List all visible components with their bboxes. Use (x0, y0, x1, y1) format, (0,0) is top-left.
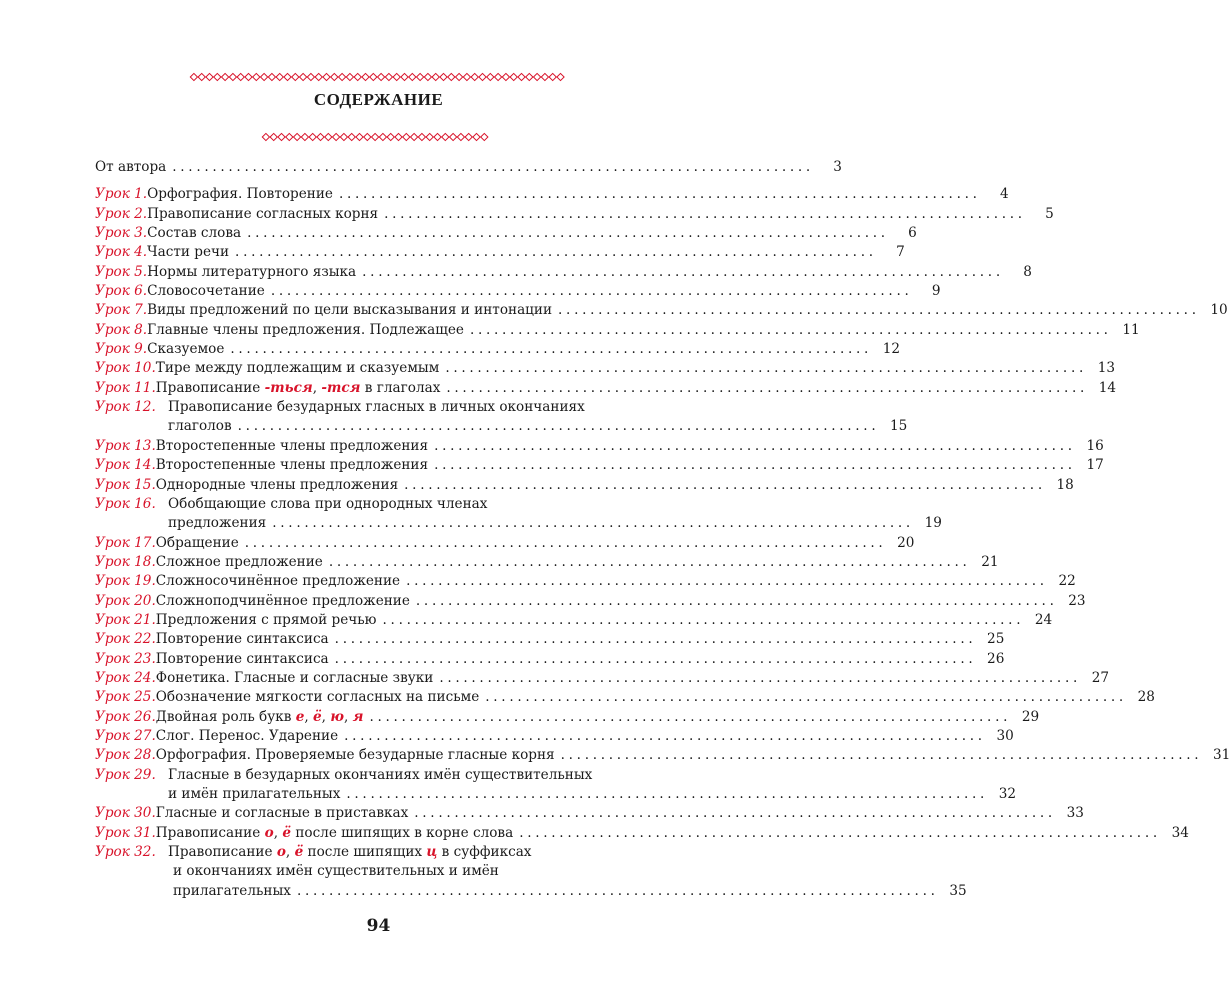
title-text: Двойная роль букв (155, 708, 296, 725)
toc-entry-title (147, 301, 552, 320)
lesson-label: Урок 28. (95, 747, 156, 764)
leader-dots: ................................................................................ (446, 379, 1089, 396)
toc-entry-title (156, 592, 410, 611)
toc-entry[interactable] (95, 495, 942, 534)
toc-page-number: 4 (999, 186, 1009, 203)
toc-line (95, 592, 1086, 611)
toc-entry-title (156, 534, 239, 553)
toc-page-number: 21 (981, 553, 999, 570)
toc-entry[interactable] (95, 456, 1104, 475)
toc-entry[interactable] (95, 611, 1053, 630)
title-text: Правописание (155, 824, 265, 841)
title-text: Сложносочинённое предложение (155, 573, 401, 590)
toc-entry-title (95, 514, 266, 533)
toc-line (95, 572, 1076, 591)
toc-page-number: 3 (833, 159, 842, 175)
leader-dots: ................................................................................ (445, 360, 1087, 377)
title-text: Части речи (147, 244, 230, 261)
toc-entry-title (156, 727, 338, 746)
toc-entry-title (156, 804, 408, 823)
toc-entry[interactable] (95, 804, 1084, 823)
title-text: Гласные в безударных окончаниях имён существительных (168, 766, 593, 783)
toc-entry[interactable] (95, 572, 1076, 591)
title-text: Главные члены предложения. Подлежащее (147, 321, 464, 338)
title-text: в глаголах (360, 379, 441, 396)
toc-entry-title: От автора (95, 159, 167, 175)
toc-entry-author[interactable] (95, 158, 842, 177)
toc-entry[interactable] (95, 437, 1104, 456)
leader-dots: ................................................................................ (434, 457, 1076, 474)
title-text: Фонетика. Гласные и согласные звуки (155, 669, 434, 686)
toc-page-number: 10 (1210, 302, 1228, 319)
highlighted-morpheme: ё (313, 708, 322, 725)
toc-page-number: 31 (1213, 747, 1230, 764)
title-text: Повторение синтаксиса (155, 631, 329, 648)
toc-entry[interactable] (95, 185, 1009, 204)
toc-line (95, 611, 1053, 630)
toc-entry-title (156, 553, 323, 572)
toc-entry[interactable] (95, 379, 1117, 398)
lesson-label: Урок 7. (95, 302, 148, 319)
toc-line (95, 708, 1040, 727)
toc-page-number: 35 (949, 882, 967, 899)
toc-line (95, 630, 1005, 649)
toc-entry-title (168, 843, 531, 862)
toc-entry[interactable] (95, 727, 1014, 746)
toc-entry-title (156, 456, 428, 475)
toc-page-number: 24 (1034, 611, 1053, 628)
toc-entry-title (147, 205, 378, 224)
toc-entry-title (168, 398, 585, 417)
toc-line (95, 688, 1155, 707)
leader-dots: ................................................................................ (519, 824, 1161, 841)
title-text: Предложения с прямой речью (155, 611, 377, 628)
toc-page-number: 13 (1097, 360, 1115, 377)
toc-page-number: 15 (890, 418, 908, 435)
toc-line (95, 263, 1032, 282)
title-text: Сказуемое (147, 341, 225, 358)
title-text: и окончаниях имён существительных и имён (173, 863, 499, 880)
leader-dots: ................................................................................ (334, 650, 977, 667)
leader-dots: ................................................................................ (558, 302, 1200, 319)
highlighted-morpheme: ё (282, 824, 291, 841)
toc-line (95, 398, 695, 417)
toc-page-number: 34 (1171, 824, 1189, 841)
highlighted-morpheme: ё (294, 844, 304, 861)
toc-line (95, 785, 1017, 804)
highlighted-morpheme: ц (426, 844, 438, 861)
toc-entry[interactable] (95, 630, 1005, 649)
title-text: Правописание (168, 844, 277, 861)
highlighted-morpheme: -ться (264, 379, 313, 396)
lesson-label: Урок 1. (95, 186, 148, 203)
title-text: Виды предложений по цели высказывания и интонации (147, 302, 553, 319)
toc-entry[interactable] (95, 476, 1074, 495)
toc-entry-title (156, 708, 364, 727)
toc-entry-title (95, 417, 232, 436)
toc-page-number: 22 (1058, 573, 1076, 590)
toc-entry[interactable] (95, 321, 1140, 340)
lesson-label: Урок 19. (95, 573, 156, 590)
highlighted-morpheme: я (352, 708, 364, 725)
toc-line (95, 379, 1117, 398)
toc-entry-title (156, 611, 377, 630)
toc-entry-title (95, 882, 291, 901)
title-text: Орфография. Проверяемые безударные гласные корня (155, 747, 555, 764)
title-text: после шипящих (303, 844, 427, 861)
lesson-label: Урок 29. (95, 766, 156, 783)
toc-page-number: 33 (1066, 805, 1084, 822)
lesson-label: Урок 22. (95, 631, 156, 648)
lesson-label: Урок 11. (95, 379, 156, 396)
highlighted-morpheme: о (264, 824, 274, 841)
highlighted-morpheme: -тся (321, 379, 361, 396)
toc-entry-title (156, 572, 400, 591)
toc-entry-title (147, 321, 464, 340)
leader-dots: ................................................................................ (230, 341, 873, 358)
lesson-label: Урок 6. (95, 283, 148, 300)
table-of-contents (95, 158, 1230, 901)
title-text: , (343, 708, 353, 725)
toc-line (95, 727, 1014, 746)
leader-dots: ................................................................................ (404, 476, 1046, 493)
leader-dots: ................................................................................ (485, 689, 1127, 706)
toc-line (95, 669, 1109, 688)
toc-entry[interactable] (95, 359, 1115, 378)
toc-page-number: 28 (1137, 689, 1155, 706)
toc-line (95, 205, 1054, 224)
lesson-label: Урок 15. (95, 476, 156, 493)
lesson-label: Урок 24. (95, 669, 156, 686)
toc-entry[interactable] (95, 843, 967, 901)
toc-line (95, 862, 695, 881)
toc-entry[interactable] (95, 766, 1017, 805)
toc-entry-title (156, 476, 398, 495)
toc-entry-title (156, 688, 479, 707)
toc-line (95, 476, 1074, 495)
leader-dots: ................................................................................ (362, 263, 1004, 280)
lesson-label: Урок 13. (95, 437, 156, 454)
toc-entry[interactable] (95, 650, 1005, 669)
toc-entry-title (156, 437, 428, 456)
leader-dots: ................................................................................ (346, 786, 989, 802)
title-text: Гласные и согласные в приставках (155, 805, 409, 822)
leader-dots: ................................................................................ (172, 159, 814, 175)
toc-page-number: 8 (1023, 263, 1032, 280)
leader-dots: ................................................................................ (235, 244, 877, 261)
top-ornament (190, 72, 567, 82)
title-text: Второстепенные члены предложения (155, 437, 429, 454)
toc-entry[interactable] (95, 669, 1109, 688)
toc-line (95, 804, 1084, 823)
title-text: Обобщающие слова при однородных членах (168, 495, 488, 512)
toc-line (95, 746, 1230, 765)
leader-dots: ................................................................................ (344, 727, 986, 744)
title-text: , (312, 379, 322, 396)
title-text: Слог. Перенос. Ударение (155, 727, 339, 744)
title-text: Второстепенные члены предложения (155, 457, 429, 474)
toc-page-number: 23 (1068, 592, 1086, 609)
lesson-label: Урок 3. (95, 225, 148, 242)
leader-dots: ................................................................................ (369, 708, 1012, 725)
toc-entry-title (147, 282, 265, 301)
lesson-label: Урок 31. (95, 824, 156, 841)
title-text: , (321, 708, 331, 725)
toc-entry[interactable] (95, 708, 1040, 727)
lesson-label: Урок 8. (95, 321, 148, 338)
page-title: СОДЕРЖАНИЕ (313, 90, 444, 109)
toc-page-number: 30 (996, 727, 1014, 744)
toc-line (95, 185, 1009, 204)
toc-entry[interactable] (95, 282, 941, 301)
toc-line (95, 882, 967, 901)
leader-dots: ................................................................................ (469, 321, 1112, 338)
highlighted-morpheme: ю (330, 708, 344, 725)
toc-line (95, 224, 917, 243)
leader-dots: ................................................................................ (272, 515, 914, 532)
toc-line (95, 650, 1005, 669)
toc-entry[interactable] (95, 224, 917, 243)
lesson-label: Урок 5. (95, 263, 148, 280)
toc-entry-title (156, 379, 441, 398)
leader-dots: ................................................................................ (406, 573, 1048, 590)
leader-dots: ................................................................................ (334, 631, 977, 648)
leader-dots: ................................................................................ (415, 592, 1058, 609)
toc-line (95, 359, 1115, 378)
toc-line (95, 456, 1104, 475)
title-text: Правописание (155, 379, 265, 396)
toc-page-number: 14 (1098, 379, 1117, 396)
toc-entry-title (156, 669, 434, 688)
lesson-label: Урок 17. (95, 534, 156, 551)
toc-page-number: 16 (1086, 437, 1104, 454)
leader-dots: ................................................................................ (296, 882, 939, 899)
toc-entry[interactable] (95, 398, 908, 437)
title-text: глаголов (168, 418, 232, 435)
toc-entry[interactable] (95, 243, 905, 262)
leader-dots: ................................................................................ (560, 747, 1203, 764)
toc-page-number: 7 (896, 244, 905, 261)
toc-page-number: 25 (987, 631, 1005, 648)
title-text: Сложноподчинённое предложение (155, 592, 410, 609)
toc-page-number: 26 (987, 650, 1005, 667)
toc-entry[interactable] (95, 553, 999, 572)
lesson-label: Урок 23. (95, 650, 156, 667)
toc-entry-title (147, 263, 356, 282)
toc-line (95, 553, 999, 572)
leader-dots: ................................................................................ (247, 225, 889, 242)
toc-line (95, 340, 901, 359)
leader-dots: ................................................................................ (338, 186, 981, 203)
title-text: Нормы литературного языка (147, 263, 357, 280)
lesson-label: Урок 16. (95, 495, 156, 512)
toc-entry[interactable] (95, 263, 1032, 282)
leader-dots: ................................................................................ (237, 418, 880, 435)
highlighted-morpheme: о (276, 844, 286, 861)
toc-entry-title (156, 824, 513, 843)
leader-dots: ................................................................................ (244, 534, 887, 551)
title-text: Однородные члены предложения (155, 476, 399, 493)
title-text: после шипящих в корне слова (291, 824, 514, 841)
toc-entry-title (147, 224, 241, 243)
lesson-label: Урок 26. (95, 708, 156, 725)
toc-line (95, 824, 1189, 843)
toc-line (95, 243, 905, 262)
title-text: Орфография. Повторение (147, 186, 333, 203)
toc-entry-title (95, 785, 340, 804)
toc-page-number: 5 (1045, 205, 1054, 222)
leader-dots: ................................................................................ (384, 205, 1026, 222)
toc-page-number: 9 (931, 283, 941, 300)
toc-page-number: 17 (1086, 457, 1104, 474)
toc-page-number: 6 (908, 225, 917, 242)
leader-dots: ................................................................................ (270, 283, 913, 300)
leader-dots: ................................................................................ (414, 805, 1056, 822)
lesson-label: Урок 2. (95, 205, 148, 222)
toc-line (95, 417, 908, 436)
lesson-label: Урок 27. (95, 727, 156, 744)
toc-line (95, 321, 1140, 340)
toc-page-number: 11 (1122, 321, 1140, 338)
toc-entry[interactable] (95, 746, 1230, 765)
leader-dots: ................................................................................ (382, 611, 1025, 628)
lesson-label: Урок 14. (95, 457, 156, 474)
title-text: Правописание безударных гласных в личных окончаниях (168, 399, 585, 416)
toc-page-number: 20 (897, 534, 915, 551)
title-text: , (304, 708, 314, 725)
toc-entry-title (156, 630, 329, 649)
title-text: Тире между подлежащим и сказуемым (155, 360, 440, 377)
lesson-label: Урок 30. (95, 805, 156, 822)
toc-entry[interactable] (95, 592, 1086, 611)
toc-line (95, 437, 1104, 456)
toc-line (95, 843, 695, 862)
toc-page-number: 18 (1056, 476, 1074, 493)
lesson-label: Урок 10. (95, 360, 156, 377)
toc-line (95, 534, 915, 553)
toc-entry-title (156, 746, 555, 765)
lesson-label: Урок 18. (95, 553, 156, 570)
title-text: , (285, 844, 295, 861)
toc-entry[interactable] (95, 301, 1228, 320)
toc-entry-title (95, 862, 499, 881)
lesson-label: Урок 20. (95, 592, 156, 609)
toc-page-number: 29 (1021, 708, 1040, 725)
leader-dots: ................................................................................ (439, 669, 1081, 686)
lesson-label: Урок 21. (95, 611, 156, 628)
title-text: и имён прилагательных (168, 786, 341, 802)
toc-line (95, 301, 1228, 320)
toc-entry-title (168, 766, 592, 785)
title-text: в суффиксах (437, 844, 532, 861)
toc-line (95, 282, 941, 301)
title-text: Правописание согласных корня (147, 205, 379, 222)
title-text: Обращение (155, 534, 239, 551)
toc-line (95, 158, 842, 177)
lesson-label: Урок 4. (95, 244, 148, 261)
highlighted-morpheme: е (295, 708, 305, 725)
toc-entry-title (168, 495, 487, 514)
title-text: предложения (168, 515, 267, 532)
toc-entry-title (147, 185, 333, 204)
toc-entry[interactable] (95, 824, 1189, 843)
title-text: Состав слова (147, 225, 242, 242)
toc-entry-title (147, 243, 229, 262)
toc-entry[interactable] (95, 340, 901, 359)
toc-page-number: 19 (924, 515, 942, 532)
title-text: Обозначение мягкости согласных на письме (155, 689, 480, 706)
title-text: прилагательных (173, 882, 291, 899)
title-text: Сложное предложение (155, 553, 323, 570)
toc-page-number: 32 (998, 786, 1017, 802)
toc-line (95, 495, 695, 514)
leader-dots: ................................................................................ (328, 553, 971, 570)
title-text: Повторение синтаксиса (155, 650, 329, 667)
leader-dots: ................................................................................ (434, 437, 1076, 454)
bottom-ornament (262, 132, 495, 142)
toc-page-number: 27 (1091, 669, 1109, 686)
title-text: , (273, 824, 283, 841)
lesson-label: Урок 32. (95, 844, 156, 861)
lesson-label: Урок 12. (95, 399, 156, 416)
lesson-label: Урок 9. (95, 341, 148, 358)
toc-entry[interactable] (95, 688, 1155, 707)
toc-entry-title (156, 359, 440, 378)
lesson-label: Урок 25. (95, 689, 156, 706)
toc-entry[interactable] (95, 534, 915, 553)
toc-entry[interactable] (95, 205, 1054, 224)
toc-entry-title (147, 340, 224, 359)
toc-entry-title (156, 650, 329, 669)
toc-line (95, 514, 942, 533)
page-number: 94 (366, 916, 391, 936)
toc-page-number: 12 (882, 341, 901, 358)
toc-line (95, 766, 695, 785)
title-text: Словосочетание (147, 283, 265, 300)
